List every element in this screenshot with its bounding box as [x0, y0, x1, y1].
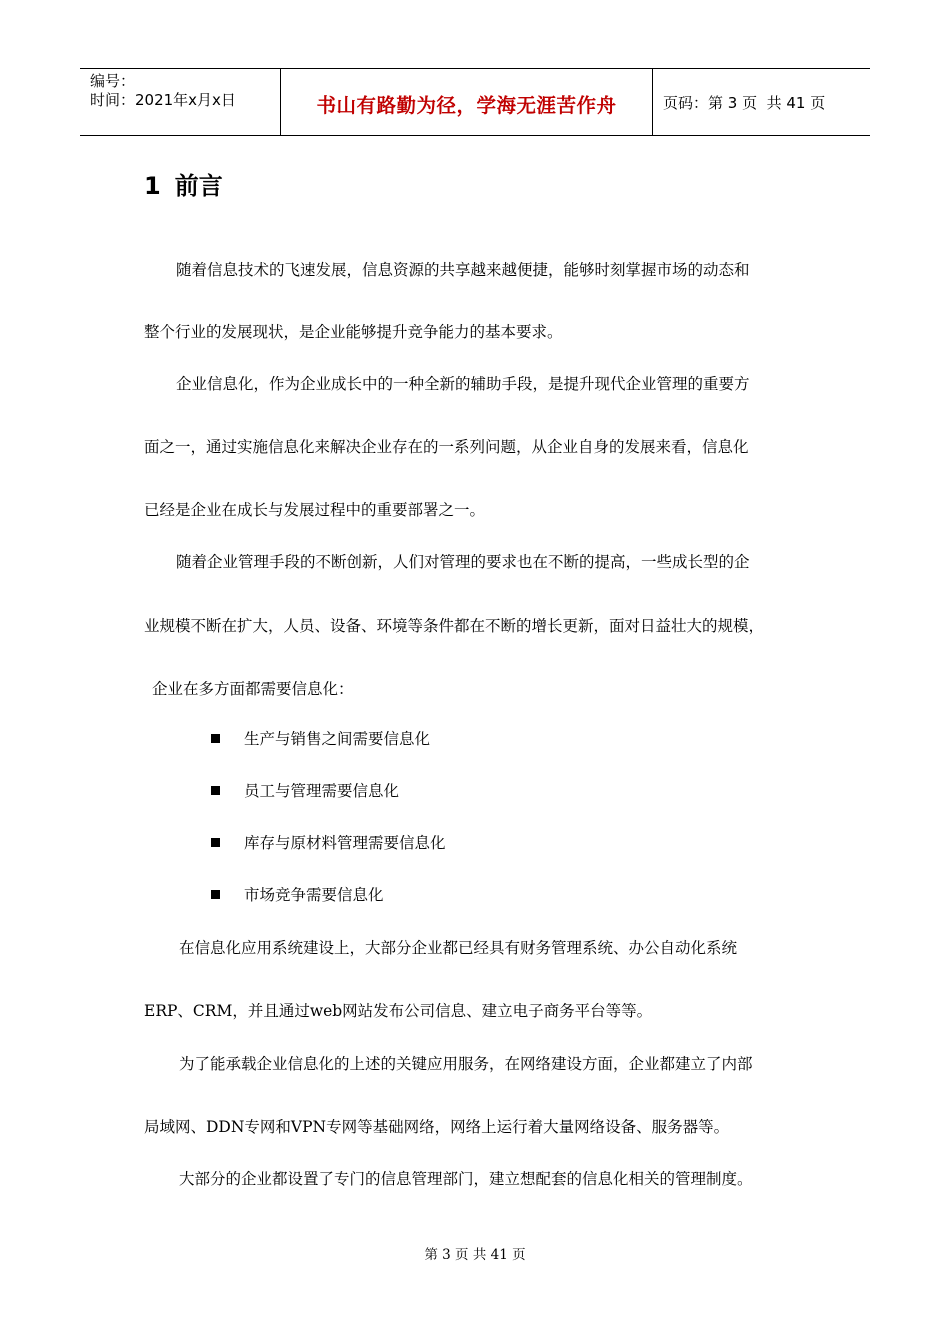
paragraph-line: 大部分的企业都设置了专门的信息管理部门，建立想配套的信息化相关的管理制度。 [179, 1170, 753, 1188]
page-footer [0, 1246, 950, 1264]
paragraph-line: 业规模不断在扩大，人员、设备、环境等条件都在不断的增长更新，面对日益壮大的规模， [144, 617, 765, 635]
bullet-text: 市场竞争需要信息化 [244, 886, 384, 904]
header-middle-cell [281, 69, 653, 135]
paragraph-line: 为了能承载企业信息化的上述的关键应用服务，在网络建设方面，企业都建立了内部 [179, 1055, 753, 1073]
header-page-info: 页码：第 3 页 共 41 页 [663, 93, 826, 112]
paragraph-line: 企业信息化，作为企业成长中的一种全新的辅助手段，是提升现代企业管理的重要方 [176, 375, 750, 393]
bullet-item [211, 885, 384, 905]
time-label: 时间：2021年x月x日 [90, 91, 236, 109]
paragraph-line: 企业在多方面都需要信息化： [152, 680, 354, 698]
section-number: 1 [144, 172, 161, 200]
number-label: 编号： [90, 72, 136, 90]
paragraph-line: 在信息化应用系统建设上，大部分企业都已经具有财务管理系统、办公自动化系统 [179, 939, 738, 957]
header-motto: 书山有路勤为径，学海无涯苦作舟 [316, 94, 617, 117]
paragraph-line: 整个行业的发展现状，是企业能够提升竞争能力的基本要求。 [144, 323, 563, 341]
header-table [80, 68, 870, 136]
bullet-item [211, 729, 430, 749]
bullet-text: 库存与原材料管理需要信息化 [244, 834, 446, 852]
bullet-item [211, 833, 446, 853]
footer-page-number: 第 3 页 共 41 页 [424, 1247, 526, 1263]
square-bullet-icon [211, 734, 220, 743]
section-heading [144, 170, 223, 202]
bullet-text: 员工与管理需要信息化 [244, 782, 400, 800]
paragraph-line: 随着企业管理手段的不断创新，人们对管理的要求也在不断的提高，一些成长型的企 [176, 553, 750, 571]
header-right-cell [653, 69, 870, 135]
paragraph-line: ERP、CRM，并且通过web网站发布公司信息、建立电子商务平台等等。 [144, 1002, 653, 1020]
paragraph-line: 面之一，通过实施信息化来解决企业存在的一系列问题，从企业自身的发展来看，信息化 [144, 438, 749, 456]
bullet-text: 生产与销售之间需要信息化 [244, 730, 431, 748]
square-bullet-icon [211, 786, 220, 795]
square-bullet-icon [211, 890, 220, 899]
header-left-cell [80, 69, 281, 135]
bullet-item [211, 781, 399, 801]
square-bullet-icon [211, 838, 220, 847]
section-title: 前言 [174, 172, 223, 200]
paragraph-line: 已经是企业在成长与发展过程中的重要部署之一。 [144, 501, 486, 519]
paragraph-line: 随着信息技术的飞速发展，信息资源的共享越来越便捷，能够时刻掌握市场的动态和 [176, 261, 750, 279]
paragraph-line: 局域网、DDN专网和VPN专网等基础网络，网络上运行着大量网络设备、服务器等。 [144, 1118, 730, 1136]
